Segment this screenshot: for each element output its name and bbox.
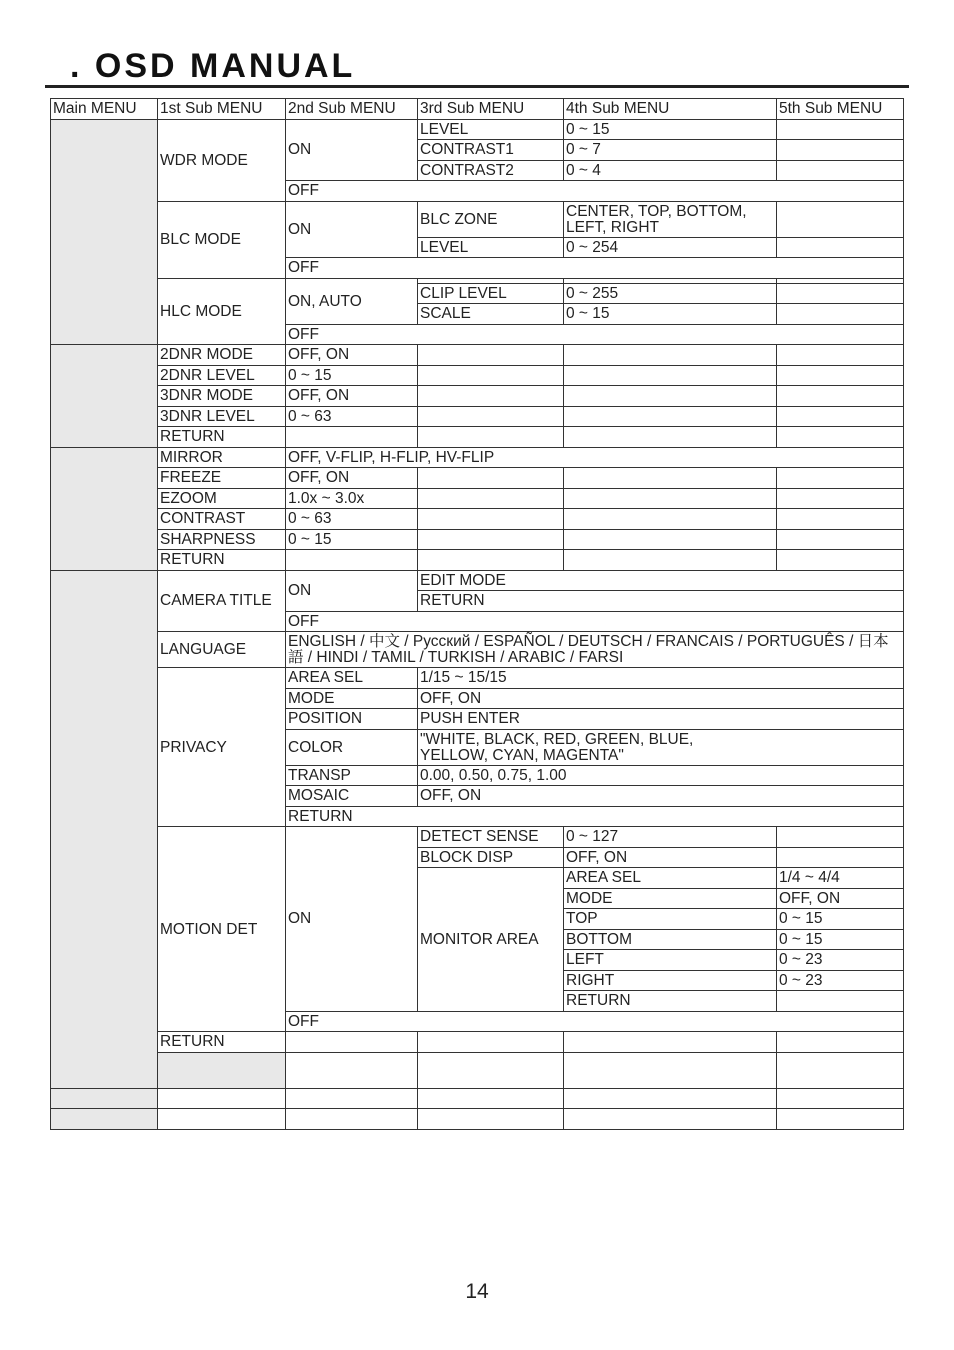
empty-cell — [777, 529, 904, 550]
mirror-values: OFF, V-FLIP, H-FLIP, HV-FLIP — [286, 447, 904, 468]
hlc-clip-level-label: CLIP LEVEL — [418, 283, 564, 304]
motion-on-label: ON — [286, 827, 418, 1012]
privacy-item-label: MODE — [286, 688, 418, 709]
monitor-item-label: AREA SEL — [564, 868, 777, 889]
table-row — [51, 447, 904, 468]
table-row — [51, 119, 904, 140]
empty-cell — [418, 468, 564, 489]
image-item-value — [286, 550, 418, 571]
dnr-item-value: 0 ~ 15 — [286, 365, 418, 386]
monitor-item-label: BOTTOM — [564, 929, 777, 950]
empty-cell — [564, 1032, 777, 1053]
privacy-item-value: 1/15 ~ 15/15 — [418, 668, 904, 689]
empty-cell — [777, 283, 904, 304]
empty-cell — [286, 1109, 418, 1130]
image-item-label: SHARPNESS — [158, 529, 286, 550]
empty-cell — [564, 488, 777, 509]
monitor-item-value: 1/4 ~ 4/4 — [777, 868, 904, 889]
image-item-value: OFF, ON — [286, 468, 418, 489]
empty-cell — [286, 1032, 418, 1053]
empty-cell — [564, 1109, 777, 1130]
empty-cell — [777, 488, 904, 509]
privacy-item-label: TRANSP — [286, 765, 418, 786]
detect-sense-label: DETECT SENSE — [418, 827, 564, 848]
privacy-item-value: 0.00, 0.50, 0.75, 1.00 — [418, 765, 904, 786]
empty-cell — [777, 386, 904, 407]
blc-zone-label: BLC ZONE — [418, 201, 564, 237]
table-row — [51, 668, 904, 689]
empty-cell — [777, 406, 904, 427]
empty-cell — [777, 304, 904, 325]
camera-title-on: ON — [286, 570, 418, 611]
privacy-return: RETURN — [286, 806, 904, 827]
empty-cell — [158, 1109, 286, 1130]
empty-cell — [418, 529, 564, 550]
monitor-item-value: 0 ~ 23 — [777, 970, 904, 991]
camera-title-off: OFF — [286, 611, 904, 632]
hlc-scale-range: 0 ~ 15 — [564, 304, 777, 325]
dnr-item-value: OFF, ON — [286, 345, 418, 366]
empty-cell — [777, 160, 904, 181]
empty-cell — [777, 847, 904, 868]
dnr-item-label: 3DNR LEVEL — [158, 406, 286, 427]
camera-title-edit-mode: EDIT MODE — [418, 570, 904, 591]
empty-cell — [418, 488, 564, 509]
empty-cell — [777, 1032, 904, 1053]
camera-title-label: CAMERA TITLE — [158, 570, 286, 632]
empty-cell — [564, 509, 777, 530]
table-row — [51, 201, 904, 237]
monitor-item-label: RETURN — [564, 991, 777, 1012]
privacy-item-value: OFF, ON — [418, 786, 904, 807]
empty-cell — [777, 827, 904, 848]
dnr-item-value: 0 ~ 63 — [286, 406, 418, 427]
header-5th-sub-menu: 5th Sub MENU — [777, 99, 904, 120]
table-row — [51, 427, 904, 448]
privacy-item-label: COLOR — [286, 729, 418, 765]
wdr-contrast1-range: 0 ~ 7 — [564, 140, 777, 161]
empty-cell — [777, 509, 904, 530]
blc-off-label: OFF — [286, 258, 904, 279]
title-divider — [45, 85, 909, 88]
hlc-clip-level-range: 0 ~ 255 — [564, 283, 777, 304]
header-2nd-sub-menu: 2nd Sub MENU — [286, 99, 418, 120]
table-row — [51, 488, 904, 509]
block-disp-label: BLOCK DISP — [418, 847, 564, 868]
table-header-row — [51, 99, 904, 120]
table-row — [51, 365, 904, 386]
table-row — [51, 468, 904, 489]
wdr-level-range: 0 ~ 15 — [564, 119, 777, 140]
motion-off-label: OFF — [286, 1011, 904, 1032]
empty-cell — [564, 550, 777, 571]
mirror-label: MIRROR — [158, 447, 286, 468]
main-menu-cell — [51, 1109, 158, 1130]
blc-on-label: ON — [286, 201, 418, 258]
empty-cell — [777, 427, 904, 448]
empty-cell — [564, 386, 777, 407]
wdr-contrast2-range: 0 ~ 4 — [564, 160, 777, 181]
wdr-on-label: ON — [286, 119, 418, 181]
block-disp-values: OFF, ON — [564, 847, 777, 868]
osd-menu-table — [50, 98, 904, 1130]
dnr-item-value — [286, 427, 418, 448]
privacy-item-label: POSITION — [286, 709, 418, 730]
language-label: LANGUAGE — [158, 632, 286, 668]
empty-cell — [418, 1109, 564, 1130]
wdr-level-label: LEVEL — [418, 119, 564, 140]
detect-sense-range: 0 ~ 127 — [564, 827, 777, 848]
monitor-item-label: LEFT — [564, 950, 777, 971]
monitor-item-value: 0 ~ 15 — [777, 909, 904, 930]
image-item-label: FREEZE — [158, 468, 286, 489]
table-row — [51, 1052, 904, 1088]
empty-cell — [418, 1052, 564, 1088]
empty-cell — [418, 406, 564, 427]
privacy-color-values — [418, 729, 904, 765]
wdr-mode-label: WDR MODE — [158, 119, 286, 201]
wdr-off-label: OFF — [286, 181, 904, 202]
wdr-contrast2-label: CONTRAST2 — [418, 160, 564, 181]
image-item-value: 0 ~ 63 — [286, 509, 418, 530]
empty-cell — [564, 406, 777, 427]
privacy-item-label: AREA SEL — [286, 668, 418, 689]
table-row — [51, 827, 904, 848]
monitor-item-value: 0 ~ 23 — [777, 950, 904, 971]
empty-cell — [564, 365, 777, 386]
image-item-label: CONTRAST — [158, 509, 286, 530]
empty-cell — [418, 365, 564, 386]
dnr-item-label: 2DNR MODE — [158, 345, 286, 366]
hlc-mode-label: HLC MODE — [158, 278, 286, 345]
main-menu-cell — [51, 447, 158, 570]
header-1st-sub-menu: 1st Sub MENU — [158, 99, 286, 120]
blc-level-range: 0 ~ 254 — [564, 237, 777, 258]
empty-cell — [777, 1052, 904, 1088]
monitor-item-value — [777, 991, 904, 1012]
empty-cell — [777, 468, 904, 489]
empty-cell — [777, 550, 904, 571]
dnr-item-label: RETURN — [158, 427, 286, 448]
main-menu-cell — [158, 1052, 286, 1088]
empty-cell — [777, 345, 904, 366]
blc-level-label: LEVEL — [418, 237, 564, 258]
empty-cell — [286, 1052, 418, 1088]
image-item-value: 1.0x ~ 3.0x — [286, 488, 418, 509]
hlc-scale-label: SCALE — [418, 304, 564, 325]
table-row — [51, 509, 904, 530]
table-row — [51, 1109, 904, 1130]
dnr-item-label: 2DNR LEVEL — [158, 365, 286, 386]
monitor-item-label: RIGHT — [564, 970, 777, 991]
monitor-item-label: MODE — [564, 888, 777, 909]
table-row — [51, 345, 904, 366]
empty-cell — [158, 1088, 286, 1109]
empty-cell — [564, 427, 777, 448]
empty-cell — [777, 1088, 904, 1109]
language-values: ENGLISH / 中文 / Русский / ESPAÑOL / DEUTSCH / FRANCAIS / PORTUGUÊS / 日本語 / HINDI / TAMIL / TURKISH / ARABIC / FARSI — [286, 632, 904, 668]
table-row — [51, 550, 904, 571]
table-row — [51, 406, 904, 427]
monitor-area-label: MONITOR AREA — [418, 868, 564, 1012]
empty-cell — [286, 1088, 418, 1109]
main-menu-cell — [51, 570, 158, 1088]
privacy-color-text: "WHITE, BLACK, RED, GREEN, BLUE, YELLOW, CYAN, MAGENTA" — [420, 730, 694, 764]
wdr-contrast1-label: CONTRAST1 — [418, 140, 564, 161]
privacy-item-label: MOSAIC — [286, 786, 418, 807]
image-item-label: RETURN — [158, 550, 286, 571]
table-row — [51, 632, 904, 668]
empty-cell — [418, 345, 564, 366]
table-row — [51, 1032, 904, 1053]
camera-title-return: RETURN — [418, 591, 904, 612]
empty-cell — [777, 237, 904, 258]
table-row — [51, 1088, 904, 1109]
table-row — [51, 386, 904, 407]
empty-cell — [418, 550, 564, 571]
main-menu-cell — [51, 1088, 158, 1109]
motion-det-label: MOTION DET — [158, 827, 286, 1032]
dnr-item-value: OFF, ON — [286, 386, 418, 407]
table-row — [51, 529, 904, 550]
empty-cell — [418, 1088, 564, 1109]
image-item-value: 0 ~ 15 — [286, 529, 418, 550]
privacy-item-value: OFF, ON — [418, 688, 904, 709]
dnr-item-label: 3DNR MODE — [158, 386, 286, 407]
empty-cell — [418, 427, 564, 448]
empty-cell — [777, 201, 904, 237]
system-return-label: RETURN — [158, 1032, 286, 1053]
monitor-item-label: TOP — [564, 909, 777, 930]
page-number: 14 — [465, 1280, 489, 1303]
monitor-item-value: 0 ~ 15 — [777, 929, 904, 950]
privacy-label: PRIVACY — [158, 668, 286, 827]
privacy-item-value: PUSH ENTER — [418, 709, 904, 730]
monitor-item-value: OFF, ON — [777, 888, 904, 909]
empty-cell — [564, 1052, 777, 1088]
header-3rd-sub-menu: 3rd Sub MENU — [418, 99, 564, 120]
blc-mode-label: BLC MODE — [158, 201, 286, 278]
empty-cell — [564, 1088, 777, 1109]
empty-cell — [777, 119, 904, 140]
empty-cell — [564, 529, 777, 550]
empty-cell — [564, 345, 777, 366]
table-row — [51, 570, 904, 591]
image-item-label: EZOOM — [158, 488, 286, 509]
empty-cell — [777, 140, 904, 161]
empty-cell — [777, 365, 904, 386]
blc-zone-values: CENTER, TOP, BOTTOM, LEFT, RIGHT — [564, 201, 777, 237]
header-main-menu: Main MENU — [51, 99, 158, 120]
hlc-off-label: OFF — [286, 324, 904, 345]
main-menu-cell — [51, 119, 158, 345]
main-menu-cell — [51, 345, 158, 448]
page-title: . OSD MANUAL — [70, 47, 356, 85]
empty-cell — [777, 1109, 904, 1130]
empty-cell — [418, 509, 564, 530]
empty-cell — [418, 1032, 564, 1053]
empty-cell — [418, 386, 564, 407]
header-4th-sub-menu: 4th Sub MENU — [564, 99, 777, 120]
empty-cell — [564, 468, 777, 489]
hlc-on-label: ON, AUTO — [286, 278, 418, 324]
